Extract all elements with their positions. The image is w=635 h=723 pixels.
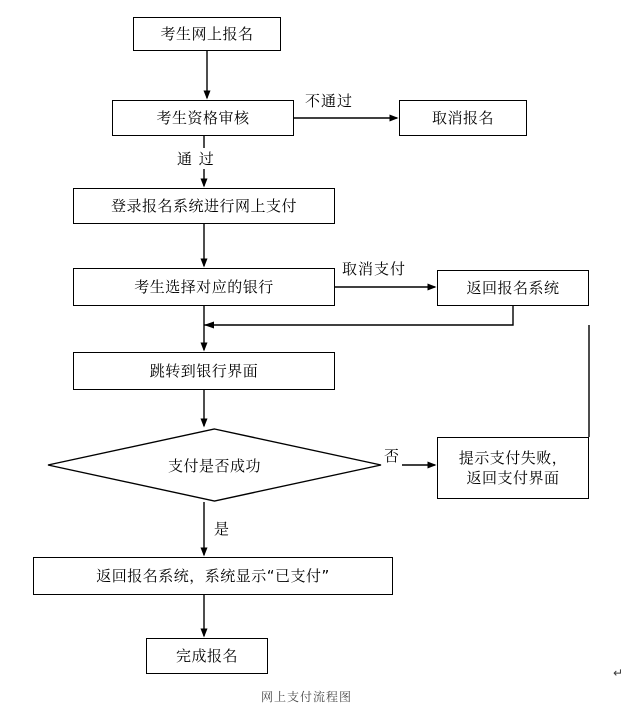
edge-label-no: 否 bbox=[384, 447, 401, 465]
node-login-payment-label: 登录报名系统进行网上支付 bbox=[110, 196, 297, 215]
node-apply-label: 考生网上报名 bbox=[160, 24, 254, 43]
node-back-to-system[interactable] bbox=[437, 270, 589, 306]
node-payment-result[interactable] bbox=[33, 557, 393, 595]
diagram-caption: 网上支付流程图 bbox=[261, 690, 353, 704]
node-apply[interactable] bbox=[133, 17, 281, 51]
node-choose-bank-label: 考生选择对应的银行 bbox=[134, 277, 274, 296]
node-cancel-registration-label: 取消报名 bbox=[431, 108, 494, 127]
node-payment-failed-notice-line2: 返回支付界面 bbox=[466, 469, 560, 487]
node-choose-bank[interactable] bbox=[73, 268, 335, 306]
paragraph-mark-icon: ↵ bbox=[613, 666, 624, 680]
node-review-label: 考生资格审核 bbox=[156, 108, 250, 127]
node-payment-failed-notice-line1: 提示支付失败， bbox=[458, 448, 568, 467]
node-payment-failed-notice[interactable] bbox=[437, 437, 589, 499]
node-cancel-registration[interactable] bbox=[399, 100, 527, 136]
edge-label-fail-review: 不通过 bbox=[305, 92, 354, 110]
node-bank-page-label: 跳转到银行界面 bbox=[149, 361, 259, 380]
node-login-payment[interactable] bbox=[73, 188, 335, 224]
node-review[interactable] bbox=[112, 100, 294, 136]
node-payment-success-decision[interactable] bbox=[47, 428, 382, 502]
edge-label-pass-review: 通 过 bbox=[177, 150, 215, 168]
node-payment-success-decision-label: 支付是否成功 bbox=[167, 456, 261, 475]
node-finish[interactable] bbox=[146, 638, 268, 674]
node-finish-label: 完成报名 bbox=[175, 646, 238, 665]
node-back-to-system-label: 返回报名系统 bbox=[466, 278, 560, 297]
node-bank-page[interactable] bbox=[73, 352, 335, 390]
edge-label-yes: 是 bbox=[214, 520, 231, 538]
edge-label-cancel-payment: 取消支付 bbox=[342, 260, 407, 278]
node-payment-result-label: 返回报名系统，系统显示“已支付” bbox=[96, 566, 330, 585]
